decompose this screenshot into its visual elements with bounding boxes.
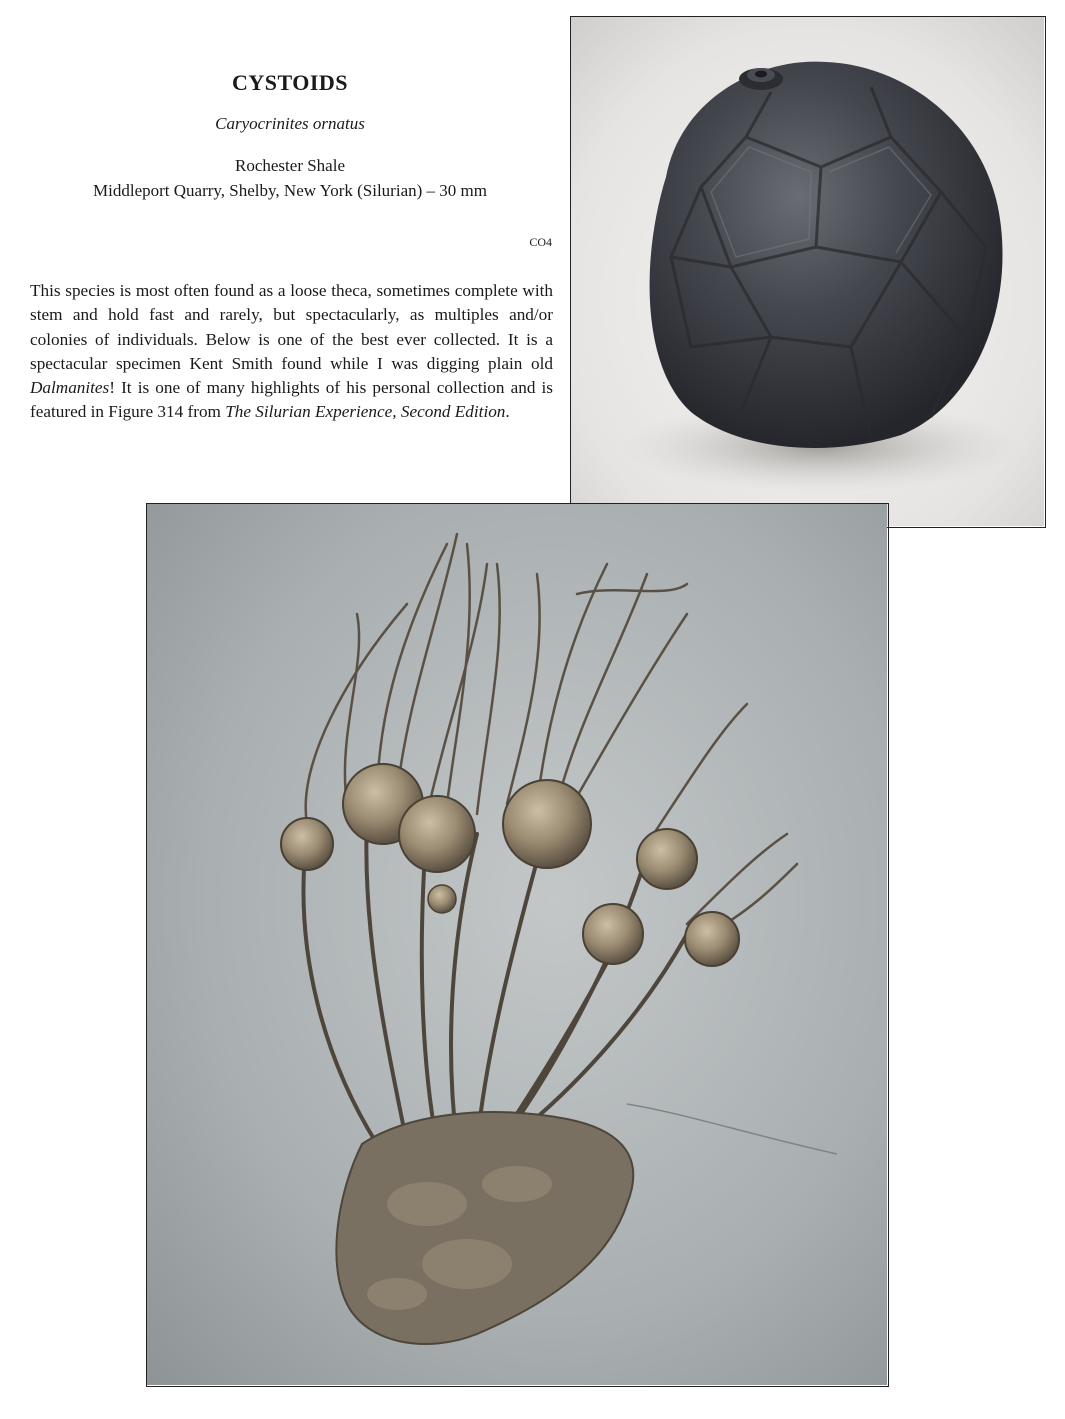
theca-photo [570, 16, 1046, 528]
description-text-3: . [505, 402, 510, 422]
catalog-code: CO4 [529, 235, 552, 249]
description-italic-book: The Silurian Experience, Second Edition [225, 402, 506, 422]
description-paragraph [30, 279, 553, 425]
page-title: CYSTOIDS [231, 70, 349, 95]
description-text-2: ! It is one of many highlights of his personal collection and is featured in Figure 314 from [30, 378, 553, 422]
colony-photo [146, 503, 889, 1387]
colony-illustration [147, 504, 887, 1385]
theca-illustration [571, 17, 1044, 526]
description-text-1: This species is most often found as a loose theca, sometimes complete with stem and hold fast and rarely, but spectacularly, as multiples and/or colonies of individuals. Below is one of the best ever collected. It is a spectacular specimen Kent Smith found while I was digging plain old [30, 281, 553, 373]
formation-name: Rochester Shale [235, 156, 345, 175]
document-header [28, 70, 552, 201]
species-name: Caryocrinites ornatus [215, 114, 365, 133]
locality-line: Middleport Quarry, Shelby, New York (Silurian) – 30 mm [93, 181, 487, 200]
description-italic-genus: Dalmanites [30, 378, 110, 398]
theca-body [650, 62, 1003, 448]
